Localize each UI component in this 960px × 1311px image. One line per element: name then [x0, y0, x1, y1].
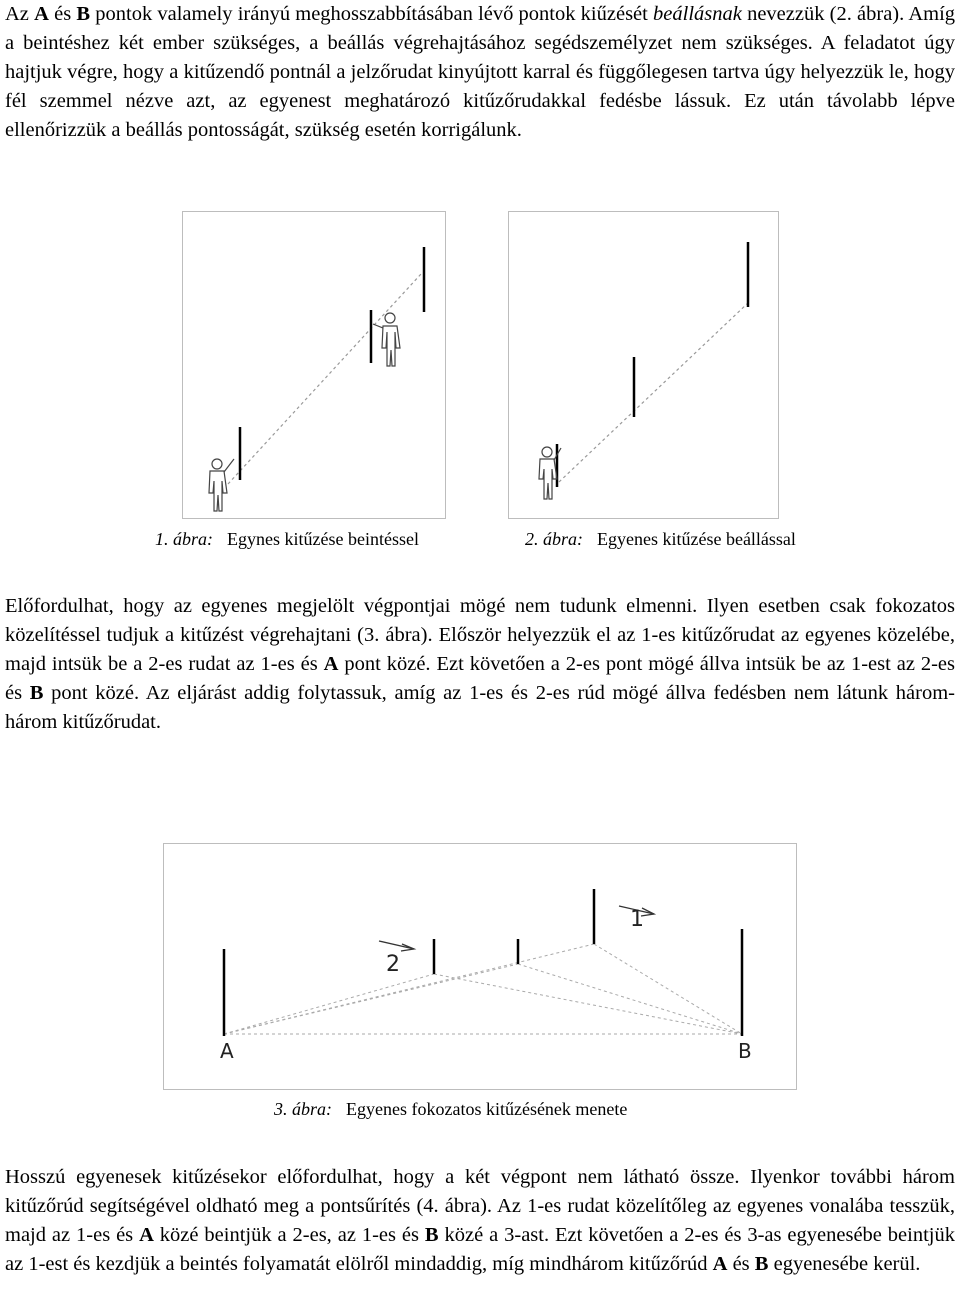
- figure-3-drawing: [164, 844, 796, 1089]
- paragraph-2: [5, 592, 955, 737]
- text-run: pontok valamely irányú meghosszabbításában lévő pontok kiűzését: [90, 3, 654, 25]
- bold-point-label: B: [424, 1224, 439, 1246]
- label-a: A: [220, 1039, 234, 1063]
- figure-2-number: 2. ábra:: [525, 529, 583, 549]
- person-near: [209, 459, 234, 511]
- figure-1-drawing: [183, 212, 445, 518]
- figure-3-box: [163, 843, 797, 1090]
- sight-line-2: [559, 302, 749, 482]
- figure-2-caption: [525, 529, 796, 550]
- text-run: pont közé. Ezt követően a 2-es pont mögé állva intsük be az 1-est az 2-es és: [5, 653, 955, 704]
- bold-point-label: B: [754, 1253, 769, 1275]
- label-b: B: [738, 1039, 752, 1063]
- label-one: 1: [630, 907, 644, 932]
- text-run: és: [727, 1253, 755, 1275]
- text-run: egyenesébe kerül.: [768, 1253, 921, 1275]
- figure-1-number: 1. ábra:: [155, 529, 213, 549]
- bold-point-label: A: [139, 1224, 154, 1246]
- figure-2-box: [508, 211, 779, 519]
- text-run: Előfordulhat, hogy az egyenes megjelölt végpontjai mögé nem tudunk elmenni. Ilyen esetben csak fokozatos közelítéssel tudjuk a kitűzést végrehajtani (3. ábra). Először helyezzük el az 1-es kitűzőrudat az egyenes közelébe, majd intsük be a 2-es rudat az 1-es és: [5, 595, 955, 675]
- sight-line-1: [228, 274, 421, 484]
- sight-lines: [224, 944, 742, 1034]
- label-two: 2: [386, 952, 400, 977]
- figure-3-caption-text: Egyenes fokozatos kitűzésének menete: [346, 1099, 628, 1119]
- figure-3-number: 3. ábra:: [274, 1099, 332, 1119]
- figure-2-caption-text: Egyenes kitűzése beállással: [597, 529, 796, 549]
- figure-1-caption-text: Egynes kitűzése beintéssel: [227, 529, 419, 549]
- bold-point-label: A: [712, 1253, 728, 1275]
- arrow-2-icon: [379, 941, 414, 951]
- paragraph-3: [5, 1163, 955, 1279]
- italic-term: beállásnak: [653, 3, 742, 25]
- text-run: közé a 3-ast. Ezt követően a 2-es és 3-as egyenesébe beintjük az 1-est és kezdjük a beintés folyamatát elölről mindaddig, míg mindhárom kitűzőrúd: [5, 1224, 955, 1275]
- bold-point-label: B: [29, 682, 44, 704]
- text-run: és: [48, 3, 77, 25]
- text-run: Az: [5, 3, 35, 25]
- paragraph-1: [5, 0, 955, 145]
- text-run: nevezzük (2. ábra). Amíg a beintéshez két ember szükséges, a beállás végrehajtásához segédszemélyzet nem szükséges. A feladatot úgy hajtjuk végre, hogy a kitűzendő pontnál a jelzőrudat kinyújtott karral és függőlegesen tartva úgy helyezzük le, hogy fél szemmel nézve azt, az egyenest meghatározó kitűzőrudakkal fedésbe lássuk. Ez után távolabb lépve ellenőrizzük a beállás pontosságát, szükség esetén korrigálunk.: [5, 3, 956, 141]
- bold-point-label: A: [323, 653, 339, 675]
- figure-1-box: [182, 211, 446, 519]
- figure-2-drawing: [509, 212, 778, 518]
- figure-3-caption: [274, 1099, 627, 1120]
- person-far: [373, 313, 400, 366]
- text-run: pont közé. Az eljárást addig folytassuk, amíg az 1-es és 2-es rúd mögé állva fedésben nem látunk három-három kitűzőrudat.: [5, 682, 955, 733]
- text-run: Hosszú egyenesek kitűzésekor előfordulhat, hogy a két végpont nem látható össze. Ilyenkor további három kitűzőrúd segítségével oldható meg a pontsűrítés (4. ábra). Az 1-es rudat közelítőleg az egyenes vonalába tesszük, majd az 1-es és: [5, 1166, 955, 1246]
- bold-point-label: B: [76, 3, 91, 25]
- bold-point-label: A: [34, 3, 49, 25]
- figure-1-caption: [155, 529, 419, 550]
- text-run: közé beintjük a 2-es, az 1-es és: [153, 1224, 425, 1246]
